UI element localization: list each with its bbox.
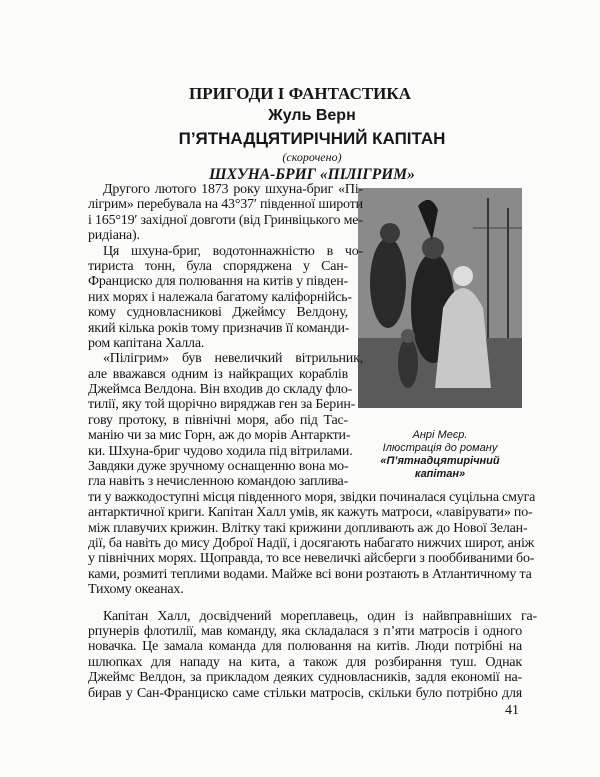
work-title: П’ЯТНАДЦЯТИРІЧНИЙ КАПІТАН [178,129,446,148]
text-line: ки. Шхуна-бриг чудово ходила під вітрилами. [88,443,353,459]
text-line: гла навіть з нечисленною командою заплива- [88,474,349,490]
text-line: лігрим» перебувала на 43°37′ південної широти [88,197,363,213]
text-line: ками, розмиті теплими водами. Майже всі вони розтають в Атлантичному та [88,566,532,582]
caption-work-title-cont: капітан» [414,468,466,480]
text-line: гову протоку, в північні моря, або під Тас- [88,412,348,428]
text-line: ти у важкодоступні місця південного моря, звідки починалася суцільна смуга [88,489,536,505]
text-line: Джеймса Велдона. Він входив до складу фло- [88,382,353,398]
text-line: ром капітана Халла. [88,335,205,351]
text-line: тилії, яку той щорічно виряджав ген за Берин- [88,397,356,413]
text-line: між плавучих крижин. Влітку такі крижини допливають аж до Нової Зелан- [88,520,528,536]
text-line: тириста тонн, була споряджена у Сан- [88,258,348,274]
text-line: Франциско для полювання на китів у півден- [88,274,348,290]
body-text [88,182,537,701]
text-line: Завдяки дуже зручному оснащенню вона мо- [88,459,349,475]
text-line: Тихому океанах. [88,582,184,598]
text-line: манію чи за мис Горн, аж до морів Антаркти- [88,428,351,444]
text-line: дії, ба навіть до мису Доброї Надії, і досягають набагато нижчих широт, аніж [88,535,535,551]
text-line: але вважався одним із найкращих кораблів [88,366,348,382]
caption-artist: Анрі Меєр. [412,429,468,441]
text-line: бирав у Сан-Франциско саме стільки матросів, скільки було потрібно для [88,685,522,701]
text-line: антарктичної криги. Капітан Халл умів, як кажуть матроси, «лавірувати» по- [88,505,533,521]
text-line: Другого лютого 1873 року шхуна-бриг «Пі- [103,182,363,197]
text-line: «Пілігрим» був невеличкий вітрильник, [103,351,363,367]
text-line: Капітан Халл, досвідчений мореплавець, один із найвправніших га- [103,608,537,624]
text-line: рпунерів флотилії, мав команду, яка складалася з п’яти матросів і одного [88,623,522,639]
abridged-note: (скорочено) [282,150,342,164]
caption-work-title: «П’ятнадцятирічний [380,455,500,467]
text-line: і 165°19′ західної довготи (від Гринвіцького ме- [88,212,363,228]
text-line: новачка. Це замала команда для полювання на китів. Люди потрібні на [88,639,522,655]
page-number: 41 [505,703,519,718]
text-line: у північних морях. Щоправда, то все невеличкі айсберги з пооббиваними бо- [88,551,535,567]
caption-text: Ілюстрація до роману [382,442,498,454]
text-line: ридіана). [88,228,140,244]
text-line: шлюпках для нападу на кита, а також для розбирання туш. Однак [88,654,522,670]
chapter-title: ШХУНА-БРИГ «ПІЛІГРИМ» [209,166,415,183]
author-name: Жуль Верн [268,107,356,124]
section-heading: ПРИГОДИ І ФАНТАСТИКА [188,84,412,103]
text-line: Джеймс Велдон, за прикладом деяких судновласників, задля економії на- [88,670,522,686]
text-line: кому судновласникові Джеймсу Велдону, [88,305,348,321]
text-line: них морях і належала багатому каліфорнійсь- [88,289,352,305]
text-line: який кілька років тому призначив її команди- [88,320,350,336]
text-line: Ця шхуна-бриг, водотоннажністю в чо- [103,243,363,259]
